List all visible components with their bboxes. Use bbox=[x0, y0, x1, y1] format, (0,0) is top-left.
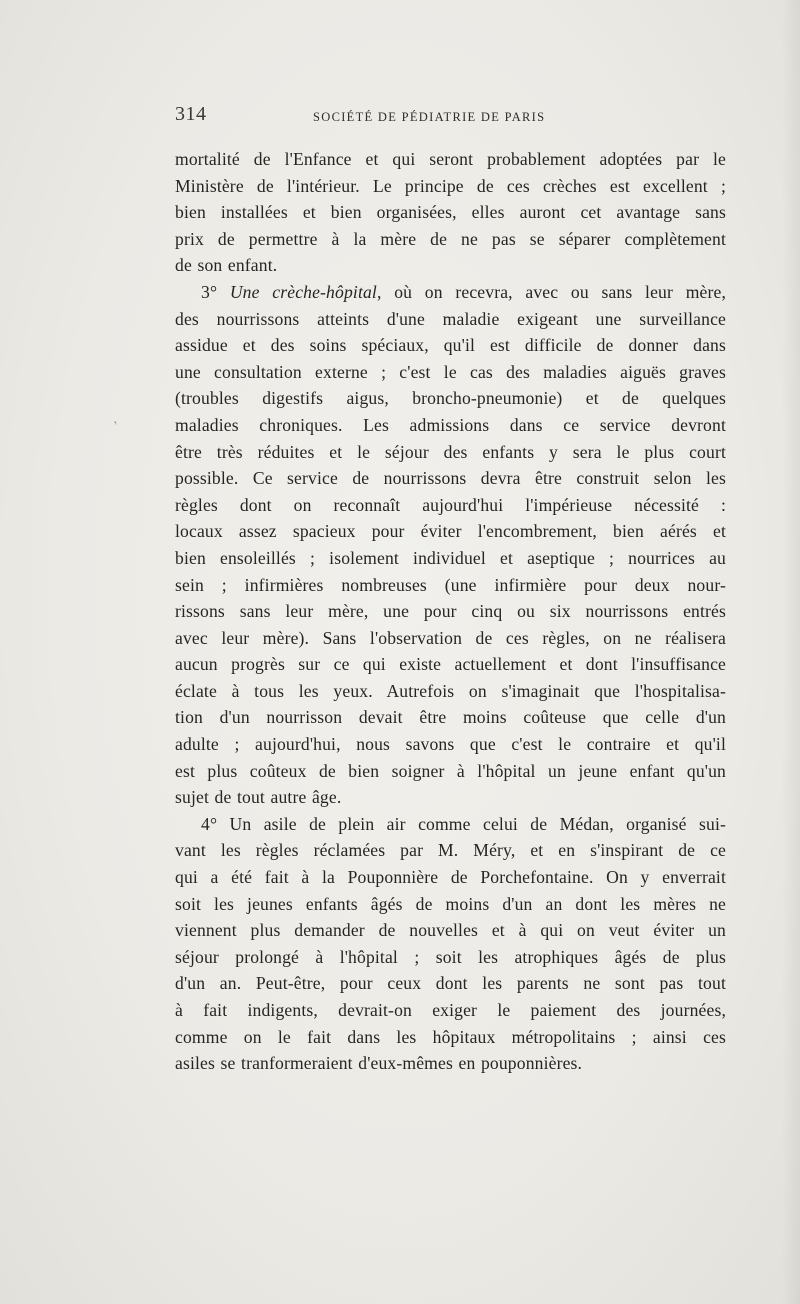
text-line: mortalité de l'Enfance et qui seront probablement adoptées par le bbox=[175, 149, 726, 169]
text-line: comme on le fait dans les hôpitaux métropolitains ; ainsi ces bbox=[175, 1026, 726, 1047]
text-line: 4° Un asile de plein air comme celui de Médan, organisé sui- bbox=[201, 813, 726, 834]
text-line: séjour prolongé à l'hôpital ; soit les atrophiques âgés de plus bbox=[175, 946, 726, 967]
text-line: être très réduites et le séjour des enfants y sera le plus court bbox=[175, 441, 726, 462]
text-line: prix de permettre à la mère de ne pas se séparer complètement bbox=[175, 228, 726, 249]
text-line: aucun progrès sur ce qui existe actuellement et dont l'insuffisance bbox=[175, 654, 726, 675]
text-line: tion d'un nourrisson devait être moins coûteuse que celle d'un bbox=[175, 707, 726, 728]
text-line: avec leur mère). Sans l'observation de ces règles, on ne réalisera bbox=[175, 627, 726, 648]
body-text bbox=[175, 146, 726, 1077]
text-line: soit les jeunes enfants âgés de moins d'un an dont les mères ne bbox=[175, 893, 726, 914]
text-line: à fait indigents, devrait-on exiger le paiement des journées, bbox=[175, 1000, 726, 1020]
page-edge-shadow bbox=[782, 0, 800, 1304]
text-line: (troubles digestifs aigus, broncho-pneumonie) et de quelques bbox=[175, 388, 726, 409]
page-header bbox=[175, 103, 726, 133]
text-line: éclate à tous les yeux. Autrefois on s'imaginait que l'hospitalisa- bbox=[175, 680, 726, 701]
text-line: adulte ; aujourd'hui, nous savons que c'est le contraire et qu'il bbox=[175, 734, 726, 755]
text-line: asiles se tranformeraient d'eux-mêmes en pouponnières. bbox=[175, 1053, 583, 1074]
stray-mark: ʼ bbox=[111, 418, 122, 433]
text-line: bien ensoleillés ; isolement individuel et aseptique ; nourrices au bbox=[175, 547, 726, 568]
text-line: Ministère de l'intérieur. Le principe de ces crèches est excellent ; bbox=[175, 175, 726, 196]
text-line: sein ; infirmières nombreuses (une infirmière pour deux nour- bbox=[175, 574, 726, 595]
text-line: locaux assez spacieux pour éviter l'encombrement, bien aérés et bbox=[175, 521, 726, 542]
text-line: sujet de tout autre âge. bbox=[175, 787, 342, 808]
item-title: Une crèche-hôpital bbox=[229, 281, 377, 302]
running-head: SOCIÉTÉ DE PÉDIATRIE DE PARIS bbox=[313, 110, 546, 124]
text-line: viennent plus demander de nouvelles et à qui on veut éviter un bbox=[175, 920, 726, 941]
text-line: de son enfant. bbox=[175, 255, 278, 276]
page-number: 314 bbox=[175, 103, 207, 125]
text-line: est plus coûteux de bien soigner à l'hôpital un jeune enfant qu'un bbox=[175, 760, 726, 781]
text-line: règles dont on reconnaît aujourd'hui l'impérieuse nécessité : bbox=[175, 494, 726, 515]
text-line: rissons sans leur mère, une pour cinq ou six nourrissons entrés bbox=[175, 601, 726, 622]
text-line: bien installées et bien organisées, elles auront cet avantage sans bbox=[175, 202, 726, 223]
text-line: qui a été fait à la Pouponnière de Porchefontaine. On y enverrait bbox=[175, 867, 726, 888]
text-line: possible. Ce service de nourrissons devra être construit selon les bbox=[175, 468, 726, 489]
text-line bbox=[175, 279, 726, 306]
item-number: 3° bbox=[201, 281, 230, 302]
text-line: assidue et des soins spéciaux, qu'il est difficile de donner dans bbox=[175, 335, 726, 356]
item-text: , où on recevra, avec ou sans leur mère, bbox=[376, 281, 726, 302]
text-line: des nourrissons atteints d'une maladie exigeant une surveillance bbox=[175, 308, 726, 329]
text-line: une consultation externe ; c'est le cas des maladies aiguës graves bbox=[175, 361, 726, 382]
text-line: maladies chroniques. Les admissions dans ce service devront bbox=[175, 414, 726, 435]
text-line: vant les règles réclamées par M. Méry, et en s'inspirant de ce bbox=[175, 840, 726, 861]
text-line: d'un an. Peut-être, pour ceux dont les parents ne sont pas tout bbox=[175, 973, 726, 994]
